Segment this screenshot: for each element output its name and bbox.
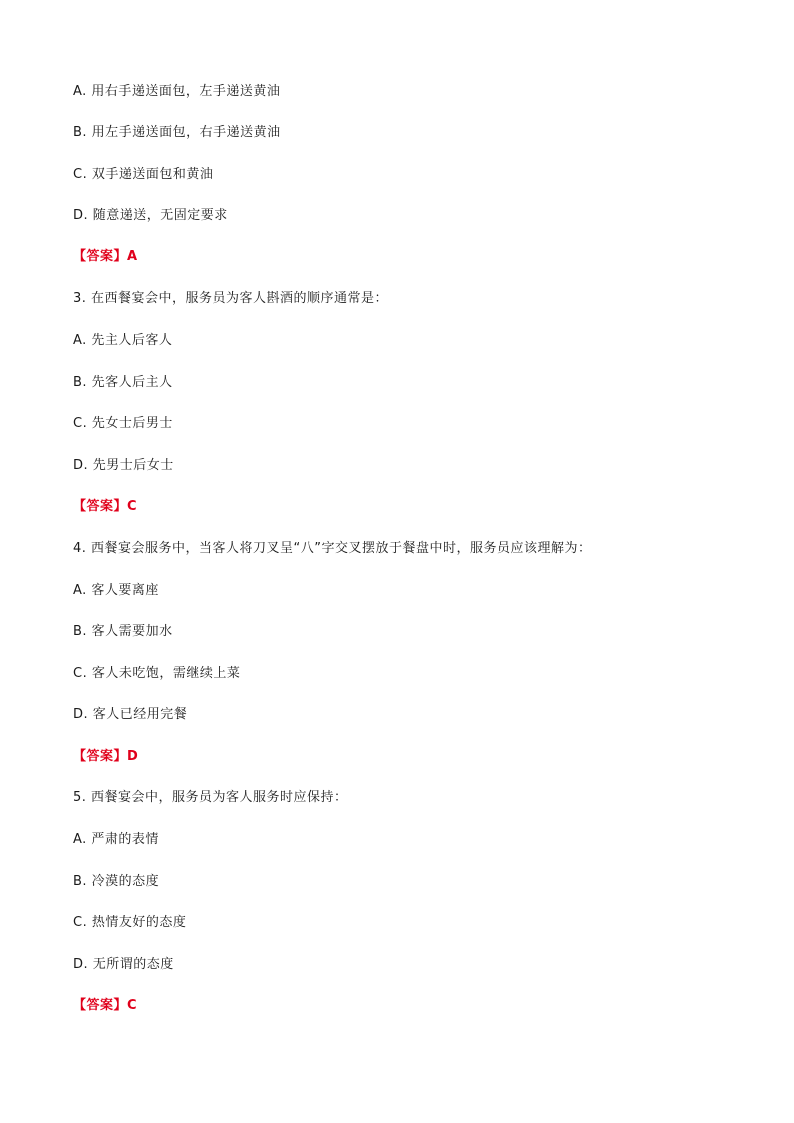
option-2a: A. 用右手递送面包，左手递送黄油 (73, 84, 281, 99)
option-4d: D. 客人已经用完餐 (73, 707, 188, 722)
option-5c: C. 热情友好的态度 (73, 915, 187, 930)
answer-3: 【答案】C (73, 499, 138, 514)
option-4c: C. 客人未吃饱，需继续上菜 (73, 666, 241, 681)
option-2d: D. 随意递送，无固定要求 (73, 208, 228, 223)
question-4: 4. 西餐宴会服务中，当客人将刀叉呈“八”字交叉摆放于餐盘中时，服务员应该理解为： (73, 541, 592, 556)
question-3: 3. 在西餐宴会中，服务员为客人斟酒的顺序通常是： (73, 291, 389, 306)
option-5a: A. 严肃的表情 (73, 832, 159, 847)
answer-2: 【答案】A (73, 249, 138, 264)
option-5d: D. 无所谓的态度 (73, 957, 174, 972)
option-2b: B. 用左手递送面包，右手递送黄油 (73, 125, 281, 140)
option-4b: B. 客人需要加水 (73, 624, 173, 639)
question-5: 5. 西餐宴会中，服务员为客人服务时应保持： (73, 790, 348, 805)
option-2c: C. 双手递送面包和黄油 (73, 167, 214, 182)
option-3a: A. 先主人后客人 (73, 333, 173, 348)
option-3c: C. 先女士后男士 (73, 416, 173, 431)
answer-4: 【答案】D (73, 749, 139, 764)
answer-5: 【答案】C (73, 998, 138, 1013)
option-5b: B. 冷漠的态度 (73, 874, 160, 889)
option-4a: A. 客人要离座 (73, 583, 159, 598)
option-3d: D. 先男士后女士 (73, 458, 174, 473)
option-3b: B. 先客人后主人 (73, 375, 173, 390)
